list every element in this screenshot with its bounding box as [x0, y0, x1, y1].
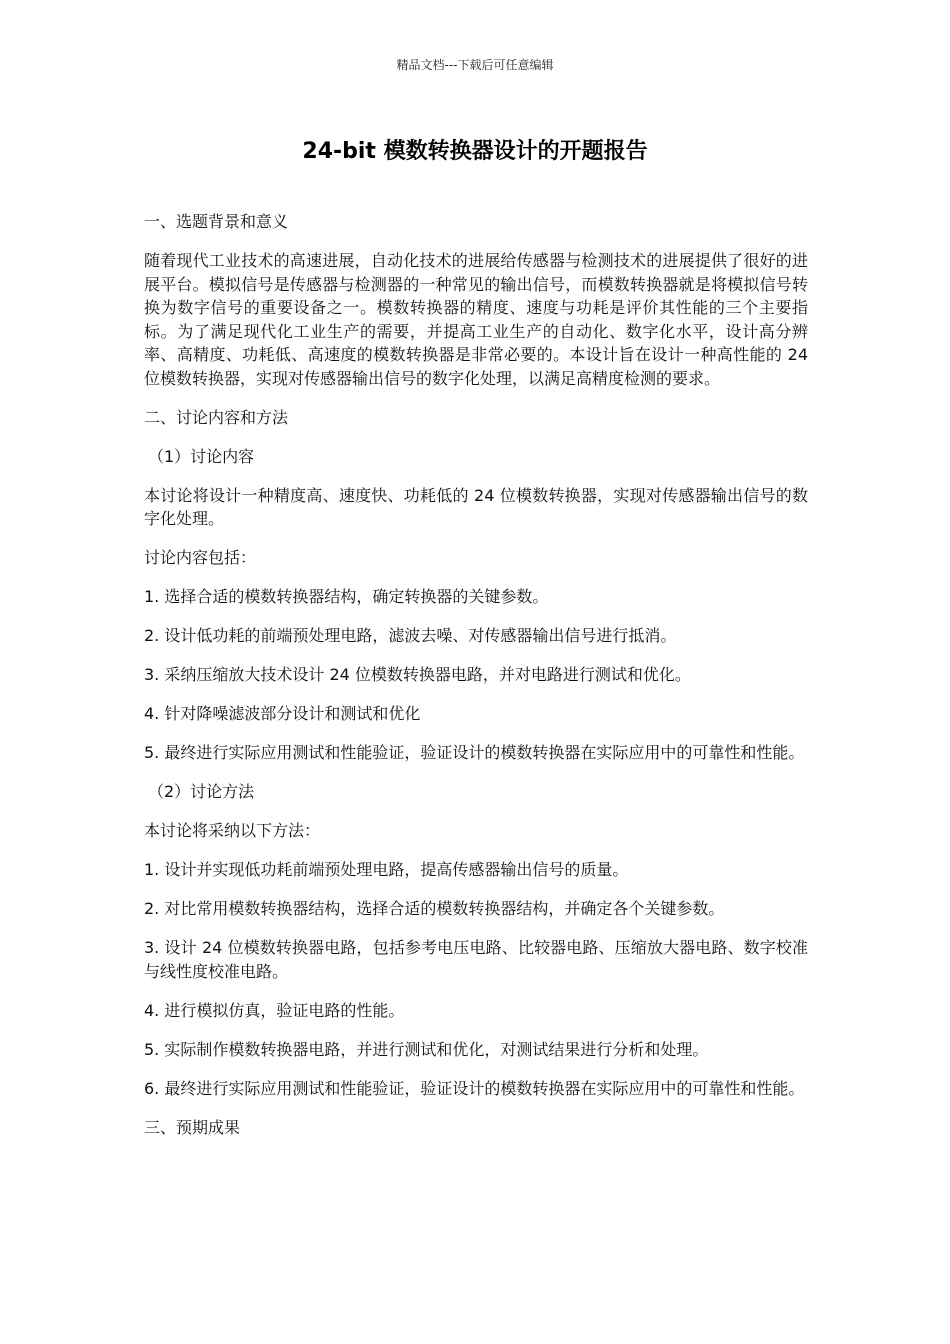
list-item-method-4: 4. 进行模拟仿真，验证电路的性能。: [144, 1000, 405, 1020]
list-item-content-3: 3. 采纳压缩放大技术设计 24 位模数转换器电路，并对电路进行测试和优化。: [144, 665, 691, 684]
document-title: 24-bit 模数转换器设计的开题报告: [302, 139, 648, 164]
paragraph-background: 随着现代工业技术的高速进展，自动化技术的进展给传感器与检测技术的进展提供了很好的进展平台。模拟信号是传感器与检测器的一种常见的输出信号，而模数转换器就是将模拟信号转换为数字信号的重要设备之一。模数转换器的精度、速度与功耗是评价其性能的三个主要指标。为了满足现代化工业生产的需要，并提高工业生产的自动化、数字化水平，设计高分辨率、高精度、功耗低、高速度的模数转换器是非常必要的。本设计旨在设计一种高性能的 24 位模数转换器，实现对传感器输出信号的数字化处理，以满足高精度检测的要求。: [144, 251, 808, 388]
list-item-content-1: 1. 选择合适的模数转换器结构，确定转换器的关键参数。: [144, 587, 549, 606]
list-item-method-1: 1. 设计并实现低功耗前端预处理电路，提高传感器输出信号的质量。: [144, 860, 629, 879]
page-header: 精品文档---下载后可任意编辑: [396, 58, 554, 72]
list-item-method-3: 3. 设计 24 位模数转换器电路，包括参考电压电路、比较器电路、压缩放大器电路、数字校准与线性度校准电路。: [144, 938, 808, 981]
list-item-method-2: 2. 对比常用模数转换器结构，选择合适的模数转换器结构，并确定各个关键参数。: [144, 899, 725, 918]
list-item-content-5: 5. 最终进行实际应用测试和性能验证，验证设计的模数转换器在实际应用中的可靠性和性能。: [144, 743, 805, 762]
paragraph-content-includes: 讨论内容包括：: [144, 548, 257, 567]
section-heading-results: 三、预期成果: [144, 1117, 241, 1137]
section-heading-content-method: 二、讨论内容和方法: [144, 407, 289, 427]
list-item-method-5: 5. 实际制作模数转换器电路，并进行测试和优化，对测试结果进行分析和处理。: [144, 1039, 709, 1059]
section-heading-background: 一、选题背景和意义: [144, 212, 289, 231]
list-item-content-4: 4. 针对降噪滤波部分设计和测试和优化: [144, 704, 421, 723]
paragraph-method-intro: 本讨论将采纳以下方法：: [144, 821, 321, 840]
document-body: [144, 210, 808, 1155]
subheading-content: （1）讨论内容: [148, 446, 255, 466]
subheading-method: （2）讨论方法: [148, 782, 255, 801]
list-item-content-2: 2. 设计低功耗的前端预处理电路，滤波去噪、对传感器输出信号进行抵消。: [144, 626, 677, 645]
paragraph-content-intro: 本讨论将设计一种精度高、速度快、功耗低的 24 位模数转换器，实现对传感器输出信号的数字化处理。: [144, 485, 808, 528]
list-item-method-6: 6. 最终进行实际应用测试和性能验证，验证设计的模数转换器在实际应用中的可靠性和性能。: [144, 1078, 805, 1098]
